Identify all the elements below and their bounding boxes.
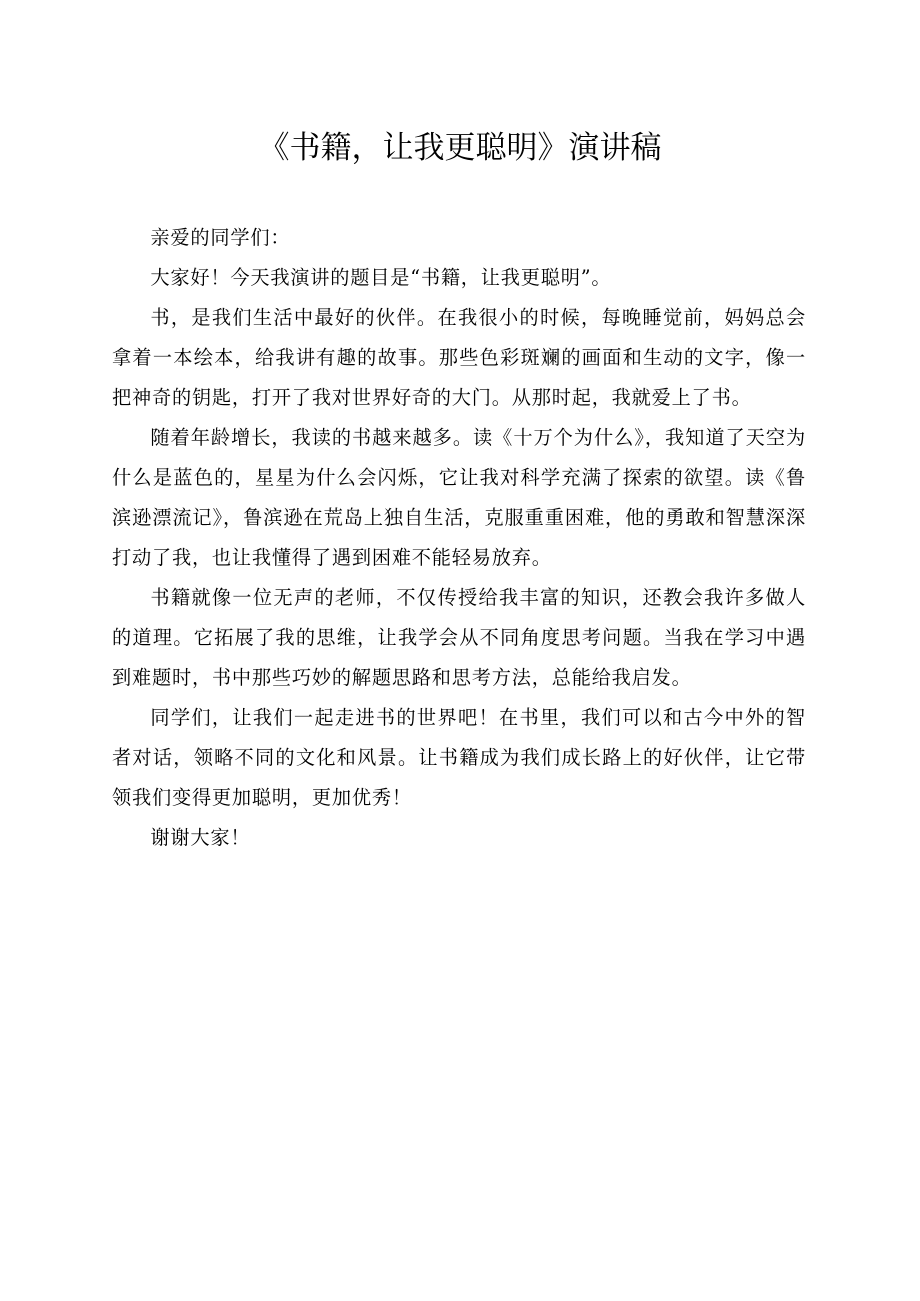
body-paragraph: 随着年龄增长，我读的书越来越多。读《十万个为什么》，我知道了天空为什么是蓝色的，星星为什么会闪烁，它让我对科学充满了探索的欲望。读《鲁滨逊漂流记》，鲁滨逊在荒岛上独自生活，克服重重困难，他的勇敢和智慧深深打动了我，也让我懂得了遇到困难不能轻易放弃。 — [112, 426, 806, 569]
salutation-paragraph: 亲爱的同学们： — [150, 226, 291, 249]
body-paragraph: 书，是我们生活中最好的伙伴。在我很小的时候，每晚睡觉前，妈妈总会拿着一本绘本，给我讲有趣的故事。那些色彩斑斓的画面和生动的文字，像一把神奇的钥匙，打开了我对世界好奇的大门。从那时起，我就爱上了书。 — [112, 306, 806, 409]
body-paragraph: 书籍就像一位无声的老师，不仅传授给我丰富的知识，还教会我许多做人的道理。它拓展了我的思维，让我学会从不同角度思考问题。当我在学习中遇到难题时，书中那些巧妙的解题思路和思考方法，总能给我启发。 — [112, 586, 806, 689]
body-paragraph: 同学们，让我们一起走进书的世界吧！在书里，我们可以和古今中外的智者对话，领略不同的文化和风景。让书籍成为我们成长路上的好伙伴，让它带领我们变得更加聪明，更加优秀！ — [112, 706, 806, 809]
document-body — [112, 218, 806, 858]
document-title: 《书籍，让我更聪明》演讲稿 — [258, 130, 662, 166]
closing-paragraph: 谢谢大家！ — [150, 826, 251, 849]
greeting-paragraph: 大家好！今天我演讲的题目是“书籍，让我更聪明”。 — [150, 266, 612, 289]
